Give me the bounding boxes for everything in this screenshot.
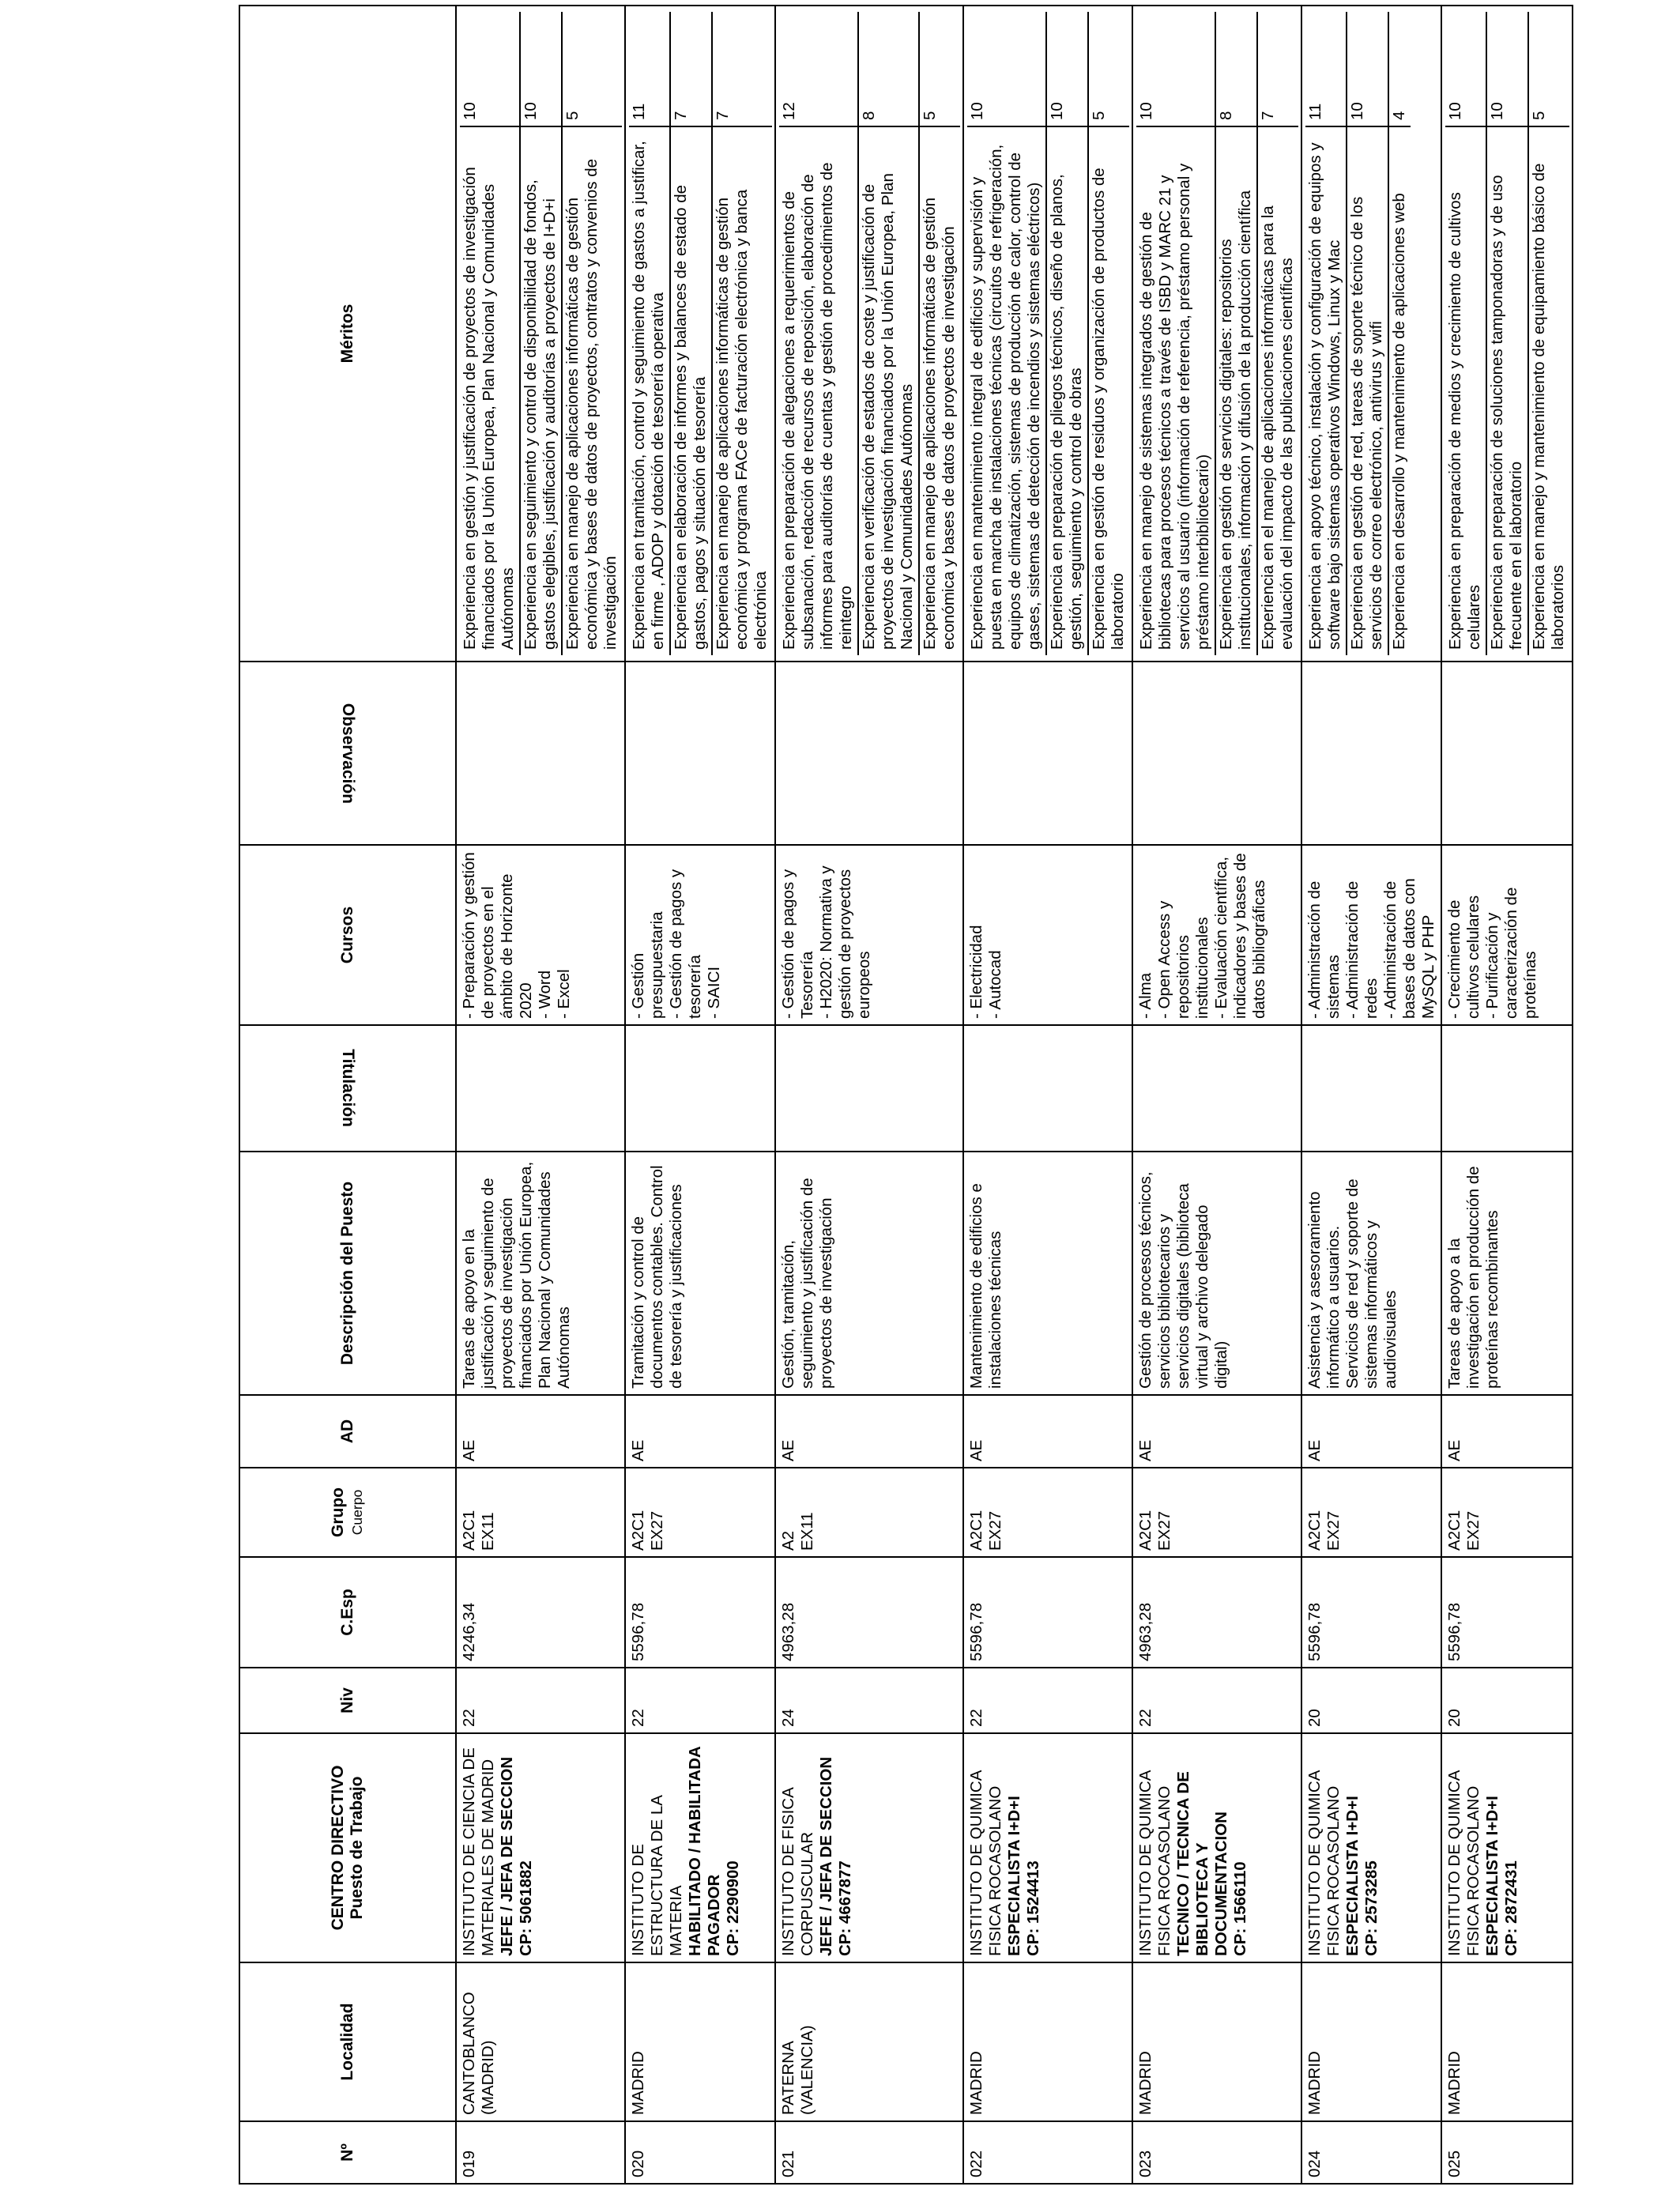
merit-text: Experiencia en preparación de pliegos técnicos, diseño de planos, gestión, seguimiento y control de obras [1048, 174, 1085, 650]
merit-points: 5 [920, 12, 960, 127]
merit-points: 10 [460, 12, 519, 127]
puesto-name: JEFE / JEFA DE SECCION [817, 1756, 835, 1956]
merit-points: 10 [967, 12, 1045, 127]
table-row [456, 6, 625, 2184]
merit-points: 5 [1089, 12, 1129, 127]
cell-titulacion [775, 1025, 963, 1152]
merit-text: Experiencia en seguimiento y control de disponibilidad de fondos, gastos elegibles, justificación y auditorías a proyectos de I+D+i [522, 179, 559, 650]
header-grupo [239, 1468, 456, 1557]
merit-text: Experiencia en manejo de aplicaciones informáticas de gestión económica y programa FACe de facturación electrónica y banca electrónica [714, 189, 770, 650]
merit-text: Experiencia en manejo de sistemas integrados de gestión de bibliotecas para procesos técnicos a través de ISBD y MARC 21 y servicios al usuario (información de referencia, préstamo personal y préstamo interbibliotecario) [1137, 163, 1212, 650]
cell-centro [963, 1733, 1132, 1962]
merit-points: 7 [671, 12, 711, 127]
merit-text: Experiencia en manejo y mantenimiento de equipamiento básico de laboratorios [1530, 163, 1567, 650]
cell-num: 023 [1132, 2121, 1301, 2184]
cell-observacion [625, 662, 775, 845]
cell-niv: 22 [1132, 1668, 1301, 1733]
cell-descripcion: Gestión, tramitación, seguimiento y justificación de proyectos de investigación [775, 1152, 963, 1395]
table-row [625, 6, 775, 2184]
cell-centro [775, 1733, 963, 1962]
cell-meritos [1441, 6, 1573, 662]
merit-points: 12 [779, 12, 857, 127]
cell-observacion [775, 662, 963, 845]
table-row [1132, 6, 1301, 2184]
cell-titulacion [1441, 1025, 1573, 1152]
merit-text: Experiencia en gestión y justificación de proyectos de investigación financiados por la Unión Europea, Plan Nacional y Comunidades Autónomas [461, 167, 517, 650]
merit-text: Experiencia en apoyo técnico, instalación y configuración de equipos y software bajo sistemas operativos Windows, Linux y Mac [1306, 142, 1343, 650]
header-cesp: C.Esp [239, 1557, 456, 1668]
cell-ad: AE [456, 1395, 625, 1468]
cell-descripcion: Asistencia y asesoramiento informático a usuarios. Servicios de red y soporte de sistemas informáticos y audiovisuales [1301, 1152, 1441, 1395]
merit-item [521, 12, 563, 655]
cell-observacion [963, 662, 1132, 845]
merit-item [629, 12, 671, 655]
cell-localidad: PATERNA (VALENCIA) [775, 1962, 963, 2121]
merit-text: Experiencia en preparación de soluciones tamponadoras y de uso frecuente en el laboratorio [1488, 175, 1525, 650]
cell-cursos: - Crecimiento de cultivos celulares - Purificación y caracterización de proteínas [1441, 845, 1573, 1025]
merit-points: 5 [1529, 12, 1569, 127]
cell-grupo [1441, 1468, 1573, 1557]
header-row [239, 6, 456, 2184]
merit-item [1389, 12, 1411, 655]
header-titulacion [239, 1025, 456, 1152]
cp-code: CP: 1524413 [1024, 1860, 1042, 1956]
centro-name: INSTITUTO DE FISICA CORPUSCULAR [779, 1788, 816, 1956]
cell-localidad: CANTOBLANCO (MADRID) [456, 1962, 625, 2121]
header-cursos: Cursos [239, 845, 456, 1025]
header-descripcion: Descripción del Puesto [239, 1152, 456, 1395]
merit-item [713, 12, 772, 655]
cell-num: 024 [1301, 2121, 1441, 2184]
cell-meritos [1301, 6, 1441, 662]
table-row [775, 6, 963, 2184]
cell-descripcion: Tareas de apoyo a la investigación en producción de proteínas recombinantes [1441, 1152, 1573, 1395]
cell-niv: 22 [625, 1668, 775, 1733]
cell-meritos [963, 6, 1132, 662]
cell-localidad: MADRID [1441, 1962, 1573, 2121]
merit-points: 10 [1487, 12, 1527, 127]
cell-centro [625, 1733, 775, 1962]
cell-niv: 20 [1441, 1668, 1573, 1733]
cell-cursos: - Electricidad - Autocad [963, 845, 1132, 1025]
cuerpo-value: EX27 [648, 1510, 666, 1551]
header-centro [239, 1733, 456, 1962]
cell-num: 025 [1441, 2121, 1573, 2184]
cell-num: 021 [775, 2121, 963, 2184]
cell-cesp: 5596,78 [963, 1557, 1132, 1668]
puesto-name: TECNICO / TECNICA DE BIBLIOTECA Y DOCUMENTACION [1174, 1771, 1230, 1956]
cell-ad: AE [963, 1395, 1132, 1468]
cell-centro [1132, 1733, 1301, 1962]
cell-niv: 24 [775, 1668, 963, 1733]
merit-points: 11 [629, 12, 669, 127]
puesto-name: JEFE / JEFA DE SECCION [498, 1756, 516, 1956]
merit-points: 10 [1445, 12, 1486, 127]
grupo-value: A2C1 [967, 1510, 985, 1551]
header-titulacion-text: Titulación [339, 1049, 357, 1128]
merit-text: Experiencia en preparación de alegaciones a requerimientos de subsanación, redacción de recursos de reposición, elaboración de informes para auditorías de cuentas y gestión de procedimientos de reintegro [780, 162, 855, 650]
cell-descripcion: Tramitación y control de documentos contables. Control de tesorería y justificaciones [625, 1152, 775, 1395]
merit-item [779, 12, 859, 655]
cell-centro [1301, 1733, 1441, 1962]
cell-ad: AE [775, 1395, 963, 1468]
cuerpo-value: EX27 [986, 1510, 1004, 1551]
cell-cesp: 5596,78 [1301, 1557, 1441, 1668]
merit-item [1216, 12, 1258, 655]
cell-num: 020 [625, 2121, 775, 2184]
job-positions-table [239, 5, 1573, 2185]
merit-item [1445, 12, 1487, 655]
merit-points: 7 [713, 12, 772, 127]
merit-item [671, 12, 713, 655]
cell-cursos: - Preparación y gestión de proyectos en el ámbito de Horizonte 2020 - Word - Excel [456, 845, 625, 1025]
cell-localidad: MADRID [1132, 1962, 1301, 2121]
grupo-value: A2C1 [1305, 1510, 1324, 1551]
merit-points: 5 [563, 12, 622, 127]
cell-cesp: 4963,28 [1132, 1557, 1301, 1668]
grupo-value: A2 [779, 1530, 797, 1551]
cp-code: CP: 2573285 [1362, 1860, 1381, 1956]
puesto-name: ESPECIALISTA I+D+I [1483, 1796, 1501, 1956]
cell-meritos [456, 6, 625, 662]
merit-item [859, 12, 920, 655]
cell-niv: 20 [1301, 1668, 1441, 1733]
header-centro-line2: Puesto de Trabajo [348, 1776, 366, 1920]
cell-localidad: MADRID [963, 1962, 1132, 2121]
cp-code: CP: 4667877 [836, 1860, 854, 1956]
merit-text: Experiencia en gestión de servicios digitales: repositorios institucionales, información y difusión de la producción científica [1217, 190, 1254, 650]
merit-text: Experiencia en el manejo de aplicaciones informáticas para la evaluación del impacto de las publicaciones científicas [1259, 205, 1296, 650]
cell-niv: 22 [456, 1668, 625, 1733]
cp-code: CP: 1566110 [1231, 1861, 1249, 1956]
cell-localidad: MADRID [1301, 1962, 1441, 2121]
cell-ad: AE [1441, 1395, 1573, 1468]
header-grupo-line1: Grupo [329, 1487, 347, 1537]
merit-item [1047, 12, 1089, 655]
merit-points: 11 [1305, 12, 1346, 127]
cell-titulacion [963, 1025, 1132, 1152]
table-row [1301, 6, 1441, 2184]
table-row [963, 6, 1132, 2184]
header-meritos: Méritos [239, 6, 456, 662]
grupo-value: A2C1 [629, 1510, 647, 1551]
cell-observacion [1301, 662, 1441, 845]
cuerpo-value: EX11 [798, 1512, 816, 1551]
merit-text: Experiencia en desarrollo y mantenimiento de aplicaciones web [1390, 193, 1408, 650]
grupo-value: A2C1 [1136, 1510, 1155, 1551]
centro-name: INSTITUTO DE QUIMICA FISICA ROCASOLANO [1136, 1770, 1173, 1956]
header-niv: Niv [239, 1668, 456, 1733]
cell-observacion [1132, 662, 1301, 845]
header-localidad: Localidad [239, 1962, 456, 2121]
cell-descripcion: Tareas de apoyo en la justificación y seguimiento de proyectos de investigación financiados por Unión Europea, Plan Nacional y Comunidades Autónomas [456, 1152, 625, 1395]
cell-grupo [775, 1468, 963, 1557]
merit-item [1347, 12, 1389, 655]
merit-text: Experiencia en manejo de aplicaciones informáticas de gestión económica y bases de datos de proyectos, contratos y convenios de investigación [563, 158, 620, 650]
cell-titulacion [1132, 1025, 1301, 1152]
merit-text: Experiencia en mantenimiento integral de edificios y supervisión y puesta en marcha de instalaciones técnicas (circuitos de refrigeración, equipos de climatización, sistemas de producción de calor, control de gases, sistemas de detección de incendios y sistemas eléctricos) [968, 144, 1043, 650]
cell-titulacion [1301, 1025, 1441, 1152]
header-observacion-text: Observación [339, 703, 357, 804]
merit-text: Experiencia en elaboración de informes y balances de estado de gastos, pagos y situación de tesorería [672, 184, 709, 650]
centro-name: INSTITUTO DE CIENCIA DE MATERIALES DE MADRID [460, 1747, 497, 1956]
puesto-name: ESPECIALISTA I+D+I [1005, 1796, 1023, 1956]
merit-item [967, 12, 1047, 655]
merit-points: 8 [859, 12, 918, 127]
merit-item [1305, 12, 1347, 655]
centro-name: INSTITUTO DE QUIMICA FISICA ROCASOLANO [1305, 1770, 1343, 1956]
cell-grupo [963, 1468, 1132, 1557]
cp-code: CP: 2872431 [1502, 1860, 1520, 1956]
cell-num: 022 [963, 2121, 1132, 2184]
merit-item [460, 12, 521, 655]
cell-meritos [1132, 6, 1301, 662]
merit-item [563, 12, 622, 655]
merit-points: 10 [1136, 12, 1215, 127]
cell-meritos [625, 6, 775, 662]
merit-item [1136, 12, 1216, 655]
cuerpo-value: EX27 [1324, 1510, 1343, 1551]
cell-ad: AE [1301, 1395, 1441, 1468]
cell-cursos: - Administración de sistemas - Administración de redes - Administración de bases de datos con MySQL y PHP [1301, 845, 1441, 1025]
cp-code: CP: 2290900 [724, 1860, 742, 1956]
cell-cesp: 5596,78 [1441, 1557, 1573, 1668]
header-ad: AD [239, 1395, 456, 1468]
cuerpo-value: EX27 [1464, 1510, 1482, 1551]
cell-num: 019 [456, 2121, 625, 2184]
cuerpo-value: EX11 [479, 1512, 497, 1551]
merit-item [1529, 12, 1569, 655]
cell-cursos: - Alma - Open Access y repositorios institucionales - Evaluación científica, indicadores y bases de datos bibliográficas [1132, 845, 1301, 1025]
grupo-value: A2C1 [460, 1510, 478, 1551]
cell-observacion [456, 662, 625, 845]
cell-observacion [1441, 662, 1573, 845]
merit-item [1258, 12, 1298, 655]
cell-grupo [456, 1468, 625, 1557]
cell-cesp: 4246,34 [456, 1557, 625, 1668]
merit-text: Experiencia en preparación de medios y crecimiento de cultivos celulares [1446, 192, 1483, 650]
centro-name: INSTITUTO DE QUIMICA FISICA ROCASOLANO [1445, 1770, 1482, 1956]
cell-ad: AE [625, 1395, 775, 1468]
cell-niv: 22 [963, 1668, 1132, 1733]
cuerpo-value: EX27 [1155, 1510, 1173, 1551]
puesto-name: HABILITADO / HABILITADA PAGADOR [686, 1747, 723, 1956]
merit-item [1089, 12, 1129, 655]
cell-centro [1441, 1733, 1573, 1962]
merit-item [1487, 12, 1529, 655]
cell-ad: AE [1132, 1395, 1301, 1468]
merit-item [920, 12, 960, 655]
merit-points: 7 [1258, 12, 1298, 127]
merit-points: 10 [1347, 12, 1388, 127]
cell-cursos: - Gestión presupuestaria - Gestión de pagos y tesorería - SAICI [625, 845, 775, 1025]
centro-name: INSTITUTO DE ESTRUCTURA DE LA MATERIA [629, 1796, 685, 1956]
merit-points: 10 [521, 12, 561, 127]
cell-descripcion: Gestión de procesos técnicos, servicios bibliotecarios y servicios digitales (biblioteca virtual y archivo delegado digital) [1132, 1152, 1301, 1395]
cell-descripcion: Mantenimiento de edificios e instalaciones técnicas [963, 1152, 1132, 1395]
cell-grupo [625, 1468, 775, 1557]
cell-grupo [1301, 1468, 1441, 1557]
cp-code: CP: 5061882 [517, 1860, 535, 1956]
header-num: Nº [239, 2121, 456, 2184]
merit-text: Experiencia en gestión de red, tareas de soporte técnico de los servicios de correo electrónico, antivirus y wifi [1348, 196, 1385, 650]
cell-centro [456, 1733, 625, 1962]
merit-points: 4 [1389, 12, 1411, 127]
table-row [1441, 6, 1573, 2184]
cell-localidad: MADRID [625, 1962, 775, 2121]
cell-cursos: - Gestión de pagos y Tesorería - H2020: Normativa y gestión de proyectos europeos [775, 845, 963, 1025]
merit-text: Experiencia en gestión de residuos y organización de productos de laboratorio [1090, 168, 1127, 650]
merit-text: Experiencia en tramitación, control y seguimiento de gastos a justificar, en firme , ADOP y dotación de tesorería operativa [630, 141, 667, 650]
cell-cesp: 4963,28 [775, 1557, 963, 1668]
cell-titulacion [456, 1025, 625, 1152]
merit-text: Experiencia en manejo de aplicaciones informáticas de gestión económica y bases de datos de proyectos de investigación [921, 197, 958, 650]
centro-name: INSTITUTO DE QUIMICA FISICA ROCASOLANO [967, 1770, 1004, 1956]
header-centro-line1: CENTRO DIRECTIVO [329, 1765, 347, 1931]
cell-meritos [775, 6, 963, 662]
header-grupo-line2: Cuerpo [349, 1489, 365, 1536]
merit-points: 8 [1216, 12, 1256, 127]
cell-grupo [1132, 1468, 1301, 1557]
cell-titulacion [625, 1025, 775, 1152]
merit-text: Experiencia en verificación de estados de coste y justificación de proyectos de investigación financiados por la Unión Europea, Plan Nacional y Comunidades Autónomas [860, 173, 916, 650]
cell-cesp: 5596,78 [625, 1557, 775, 1668]
puesto-name: ESPECIALISTA I+D+I [1343, 1796, 1362, 1956]
grupo-value: A2C1 [1445, 1510, 1463, 1551]
header-observacion [239, 662, 456, 845]
merit-points: 10 [1047, 12, 1087, 127]
